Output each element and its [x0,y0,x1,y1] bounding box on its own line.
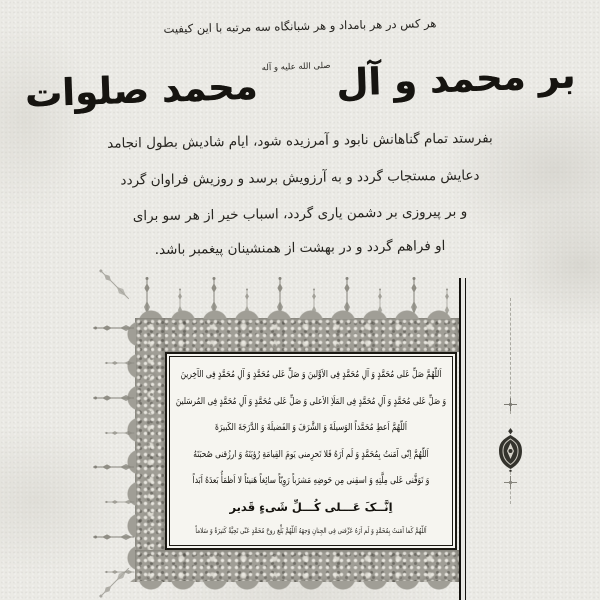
blessing-superscript: صلی الله علیه و آله [261,60,331,74]
arabesque-band-left [135,318,165,582]
body-line: او فراهم گردد و در بهشت از همنشینان پیغمبر باشد. [154,237,446,259]
spear-finial-ornament-icon [105,498,135,507]
prayer-closing-line: اِنَّــکَ عَـــلی کُـــلِّ شَیءٍ قَدیر [229,499,393,514]
finial-cross-icon [504,476,517,489]
body-line: دعایش مستجاب گردد و به آرزویش برسد و روزیش فراوان گردد [120,167,480,189]
dotted-stem [510,298,511,414]
title-part-right: بر محمد و آل [335,52,576,105]
spear-finial-ornament-icon [105,428,135,437]
arabesque-medallion-icon [497,428,524,472]
spear-finial-ornament-icon [93,322,135,334]
instruction-line: هر کس در هر بامداد و هر شبانگاه سه مرتبه با این کیفیت [163,16,437,36]
corner-ray-ornament-icon [95,265,133,303]
prayer-box [165,352,457,550]
finial-cross-icon [504,398,517,411]
prayer-line: اَللّهُمَّ صَلِّ عَلی مُحَمَّدٍ وَ آلِ مُحَمَّدٍ فِی الاَوَّلینَ وَ صَلِّ عَلی مُحَمَّدٍ وَ آلِ مُحَمَّدٍ فِی الآخِرینَ [180,369,442,380]
salawat-title [0,36,600,133]
prayer-line: اَللّهُمَّ اَعطِ مُحَمَّداً الوَسیلَةَ وَ الشَّرَفَ وَ الفَضیلَةَ وَ الدَّرَجَةَ الکَبیرَةَ [215,422,407,433]
arabesque-band-top [135,318,459,352]
ornamental-frame [135,278,459,600]
title-part-left: محمد صلوات [24,64,259,116]
body-line: و بر پیروزی بر دشمن یاری گردد، اسباب خیر از هر سو برای [132,203,468,225]
prayer-line: اَللّهُمَّ اِنّی آمَنتُ بِمُحَمَّدٍ وَ لَم اَرَهُ فَلا تَحرِمنی یَومَ القِیامَةِ رُؤیَتَهُ وَ ارزُقنی صُحبَتَهُ [193,448,429,460]
page-edge-rule [459,278,466,600]
margin-ornament [470,290,550,520]
spear-finial-ornament-icon [93,392,135,404]
spear-finial-ornament-icon [93,531,135,543]
bottom-spear-row [141,582,453,600]
spear-finial-ornament-icon [93,461,135,473]
spear-finial-ornament-icon [105,359,135,368]
prayer-footnote-line: اَللّهُمَّ کَما آمَنتُ بِمُحَمَّدٍ وَ لَم اَرَهُ عَرِّفنی فِی الجِنانِ وَجهَهُ اَللّهُمَّ بَلِّغ روحَ مُحَمَّدٍ عَنّی تَحِیَّةً کَثیرَةً وَ سَلاماً [195,525,427,535]
prayer-line: وَ صَلِّ عَلی مُحَمَّدٍ وَ آلِ مُحَمَّدٍ فِی المَلَاِ الاَعلی وَ صَلِّ عَلی مُحَمَّدٍ وَ آلِ مُحَمَّدٍ فِی المُرسَلینَ [175,395,447,407]
prayer-line: وَ تَوَفَّنی عَلی مِلَّتِهِ وَ اسقِنی مِن حَوضِهِ مَشرَباً رَوِیّاً سائِغاً هَنیئاً لا اَظمَأُ بَعدَهُ اَبَداً [192,475,430,486]
left-spear-column [91,322,135,578]
body-line: بفرستد تمام گناهانش نابود و آمرزیده شود، ایام شادیش بطول انجامد [107,130,493,152]
arabesque-band-bottom [135,550,459,582]
prayer-box-inner [169,356,453,546]
